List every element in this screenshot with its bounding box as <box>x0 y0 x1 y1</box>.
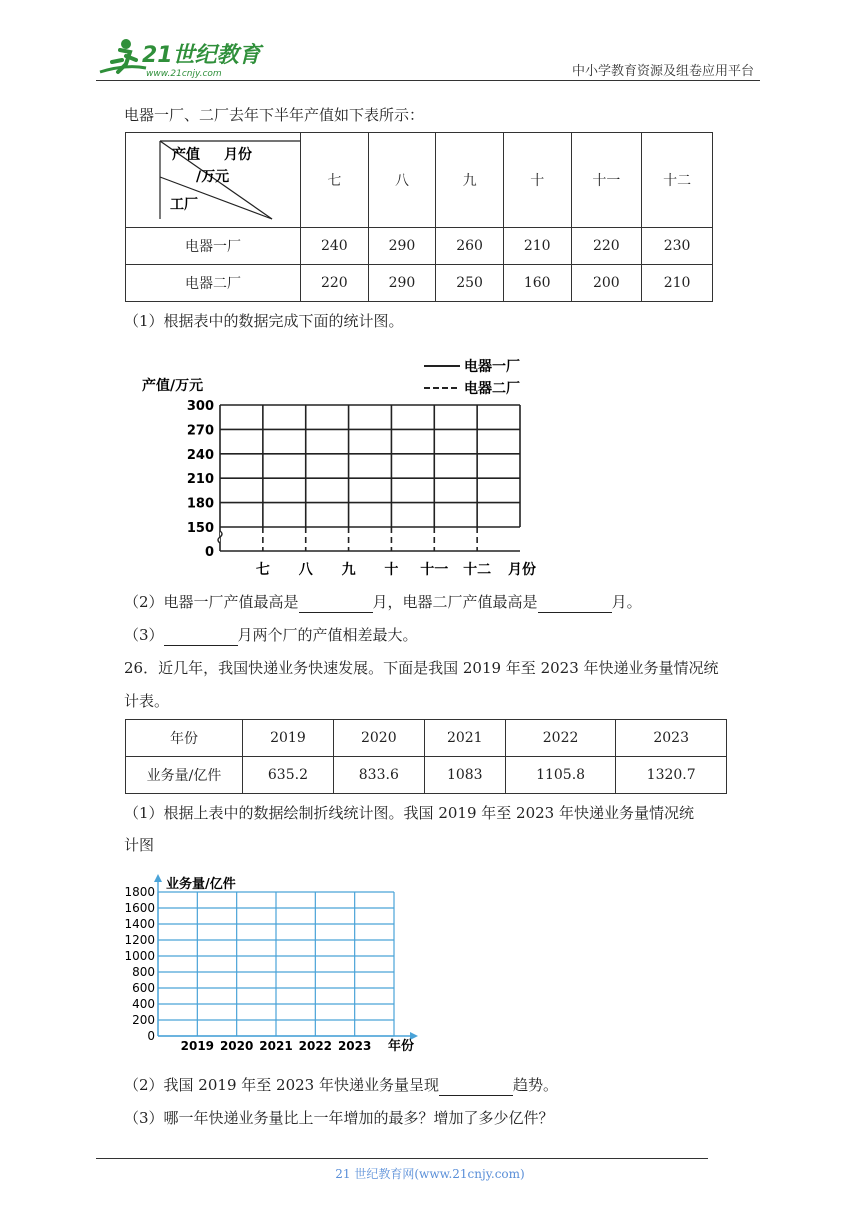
q26-sub2-text-a: （2）我国 2019 年至 2023 年快递业务量呈现 <box>124 1076 439 1094</box>
table-row <box>126 228 713 265</box>
table-corner-cell <box>126 133 301 228</box>
chart1-ylabel: 产值/万元 <box>142 378 204 394</box>
chart2-ylabel: 业务量/亿件 <box>166 877 236 892</box>
row-label: 业务量/亿件 <box>126 757 243 794</box>
x-tick-label: 十一 <box>420 562 449 578</box>
x-tick-label: 九 <box>341 562 356 578</box>
x-tick-label: 2021 <box>259 1039 293 1053</box>
y-tick-label: 0 <box>147 1029 155 1043</box>
x-tick-label: 2023 <box>337 1039 372 1053</box>
answer-blank[interactable] <box>164 629 238 646</box>
y-tick-label: 1400 <box>124 917 155 931</box>
site-logo <box>96 34 276 82</box>
chart2-express <box>118 868 428 1058</box>
year-header: 2021 <box>424 720 505 757</box>
header-divider <box>96 80 760 81</box>
x-tick-label: 八 <box>298 562 313 578</box>
y-tick-label: 270 <box>186 423 214 439</box>
y-tick-label: 1000 <box>124 949 155 963</box>
table-row <box>126 265 713 302</box>
axis-break <box>218 531 222 543</box>
table-cell: 220 <box>571 228 642 265</box>
x-tick-label: 2019 <box>180 1039 215 1053</box>
q25-intro: 电器一厂、二厂去年下半年产值如下表所示： <box>124 106 425 124</box>
answer-blank[interactable] <box>299 596 373 613</box>
table-cell: 200 <box>571 265 642 302</box>
q25-table <box>125 132 713 302</box>
table-cell: 290 <box>368 228 436 265</box>
table-cell: 833.6 <box>333 757 424 794</box>
y-tick-label: 210 <box>186 472 214 488</box>
table-cell: 160 <box>503 265 571 302</box>
y-tick-label: 200 <box>132 1013 155 1027</box>
q25-sub3 <box>124 624 418 646</box>
q25-sub1: （1）根据表中的数据完成下面的统计图。 <box>124 312 404 330</box>
table-cell: 260 <box>436 228 504 265</box>
table-cell: 635.2 <box>243 757 334 794</box>
table-cell: 1105.8 <box>505 757 616 794</box>
month-header: 八 <box>368 133 436 228</box>
x-tick-label: 2022 <box>298 1039 333 1053</box>
q26-sub1-line2: 计图 <box>124 836 155 854</box>
y-tick-label: 1200 <box>124 933 155 947</box>
y-tick-label: 600 <box>132 981 155 995</box>
answer-blank[interactable] <box>439 1079 513 1096</box>
q25-sub2 <box>124 591 642 613</box>
footer-text: 21 世纪教育网(www.21cnjy.com) <box>335 1167 525 1181</box>
y-tick-label: 400 <box>132 997 155 1011</box>
corner-value-label: 产值 <box>172 147 200 163</box>
table-row <box>126 757 727 794</box>
table-cell: 1320.7 <box>616 757 727 794</box>
corner-factory-label: 工厂 <box>170 197 198 213</box>
legend-label: 电器二厂 <box>464 381 520 397</box>
month-header: 十 <box>503 133 571 228</box>
row-label: 电器一厂 <box>126 228 301 265</box>
table-cell: 1083 <box>424 757 505 794</box>
table-cell: 210 <box>642 265 713 302</box>
table-cell: 230 <box>642 228 713 265</box>
month-header: 十一 <box>571 133 642 228</box>
y-tick-label: 300 <box>186 399 214 414</box>
table-cell: 220 <box>301 265 369 302</box>
month-header: 七 <box>301 133 369 228</box>
logo-text: 21世纪教育 <box>142 43 261 68</box>
month-header: 十二 <box>642 133 713 228</box>
q25-sub2-text-c: 月。 <box>611 593 642 611</box>
table-cell: 210 <box>503 228 571 265</box>
q26-table <box>125 719 727 794</box>
month-header: 九 <box>436 133 504 228</box>
corner-unit-label: /万元 <box>196 169 230 185</box>
chart2-xunit: 年份 <box>388 1039 415 1054</box>
q26-sub2-text-b: 趋势。 <box>512 1076 558 1094</box>
year-header: 2022 <box>505 720 616 757</box>
corner-month-label: 月份 <box>224 147 252 163</box>
year-header: 2020 <box>333 720 424 757</box>
chart1-xunit: 月份 <box>508 562 536 578</box>
y-axis-arrow <box>154 874 162 882</box>
y-tick-label: 1800 <box>124 885 155 899</box>
q25-sub3-text-a: （3） <box>124 626 164 644</box>
q25-sub3-text-b: 月两个厂的产值相差最大。 <box>237 626 418 644</box>
table-cell: 240 <box>301 228 369 265</box>
table-cell: 250 <box>436 265 504 302</box>
y-tick-label: 1600 <box>124 901 155 915</box>
y-tick-label: 150 <box>186 521 214 536</box>
q25-sub2-text-b: 月，电器二厂产值最高是 <box>372 593 538 611</box>
q26-sub3: （3）哪一年快递业务量比上一年增加的最多？增加了多少亿件？ <box>124 1109 554 1127</box>
q26-sub1-line1: （1）根据上表中的数据绘制折线统计图。我国 2019 年至 2023 年快递业务量情况统 <box>124 804 694 822</box>
chart1-production <box>120 352 560 582</box>
y-tick-label: 180 <box>186 496 214 512</box>
q26-stem-line1: 26．近几年，我国快递业务快速发展。下面是我国 2019 年至 2023 年快递业务量情况统 <box>124 659 719 677</box>
x-tick-label: 十二 <box>463 562 492 578</box>
platform-title: 中小学教育资源及组卷应用平台 <box>571 64 754 79</box>
q25-sub2-text-a: （2）电器一厂产值最高是 <box>124 593 299 611</box>
x-tick-label: 十 <box>384 562 399 578</box>
year-header: 2019 <box>243 720 334 757</box>
legend-label: 电器一厂 <box>464 359 520 375</box>
y-tick-label: 800 <box>132 965 155 979</box>
q26-stem-line2: 计表。 <box>124 692 170 710</box>
year-header: 2023 <box>616 720 727 757</box>
table-row <box>126 720 727 757</box>
y-tick-label: 0 <box>204 545 214 560</box>
table-cell: 290 <box>368 265 436 302</box>
row-label: 年份 <box>126 720 243 757</box>
q26-sub2 <box>124 1074 558 1096</box>
answer-blank[interactable] <box>538 596 612 613</box>
x-tick-label: 七 <box>255 562 270 578</box>
x-tick-label: 2020 <box>219 1039 254 1053</box>
row-label: 电器二厂 <box>126 265 301 302</box>
logo-url: www.21cnjy.com <box>146 69 222 79</box>
y-tick-label: 240 <box>186 447 214 463</box>
footer-divider <box>96 1158 708 1159</box>
